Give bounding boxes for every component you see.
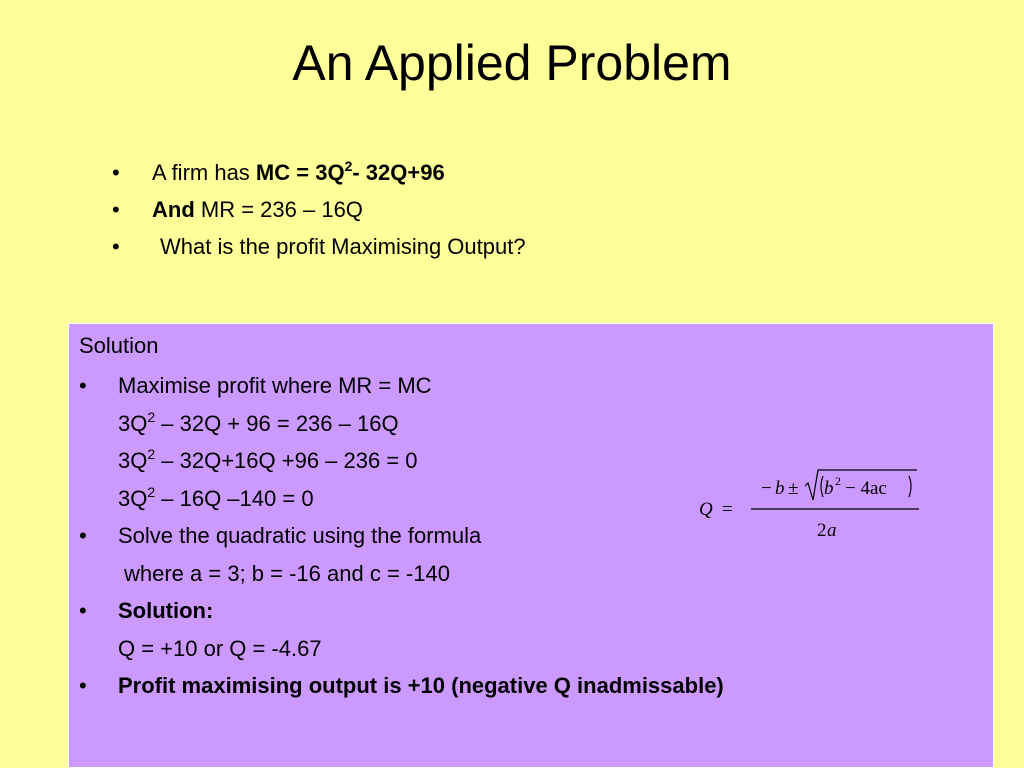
item-text: And MR = 236 – 16Q (152, 197, 363, 222)
equation-line: $3Q^2 - 32Q + 96 = 236 - 16Q$ (118, 408, 399, 436)
bullet: • (112, 197, 120, 222)
left-paren (821, 476, 823, 497)
solution-line: • Profit maximising output is +10 (negative Q inadmissable) (79, 667, 724, 705)
bullet: • (79, 523, 87, 548)
bullet: • (79, 598, 87, 623)
solution-line: • Solution: (79, 592, 724, 630)
equation-line: $3Q^2 - 16Q$ –140 = 0 (118, 483, 314, 511)
bullet: • (79, 373, 87, 398)
coefficients-line: where a = 3; b = -16 and c = -140 (124, 560, 450, 586)
list-item (112, 154, 526, 191)
list-item (112, 191, 526, 228)
mc-expression: MC = $3Q^2-$ 32Q+96 (255, 158, 445, 185)
formula-b-squared: b (824, 478, 834, 499)
bullet: • (112, 234, 120, 259)
formula-lhs: Q (699, 499, 713, 520)
bullet: • (79, 673, 87, 698)
solution-lines (79, 367, 724, 705)
quadratic-formula (695, 464, 925, 544)
solution-line: • Solve the quadratic using the formula (79, 517, 724, 555)
formula-denominator-a: a (827, 520, 837, 541)
item-text: What is the profit Maximising Output? (160, 234, 526, 259)
solution-heading: Solution (79, 333, 159, 358)
formula-minus: − (761, 478, 772, 499)
bullet: • (112, 160, 120, 185)
problem-statement (112, 154, 526, 265)
slide-title: An Applied Problem (292, 35, 732, 91)
solution-line: • Maximise profit where MR = MC (79, 367, 724, 405)
formula-exponent: 2 (835, 474, 841, 488)
equation-line: $3Q^2 - 32Q+16Q +96 - 236 = 0$ (118, 446, 418, 473)
formula-rest: − 4ac (845, 478, 887, 499)
solution-box (68, 323, 994, 768)
right-paren (909, 476, 911, 497)
formula-b: b (775, 478, 785, 499)
formula-denominator-two: 2 (817, 520, 827, 541)
item-text: A firm has MC = $3Q^2-$ 32Q+96 (152, 158, 445, 185)
formula-equals: = (722, 499, 733, 520)
list-item (112, 228, 526, 265)
answer-line: Q = +10 or Q = -4.67 (118, 635, 322, 661)
formula-plus-minus: ± (788, 478, 799, 499)
